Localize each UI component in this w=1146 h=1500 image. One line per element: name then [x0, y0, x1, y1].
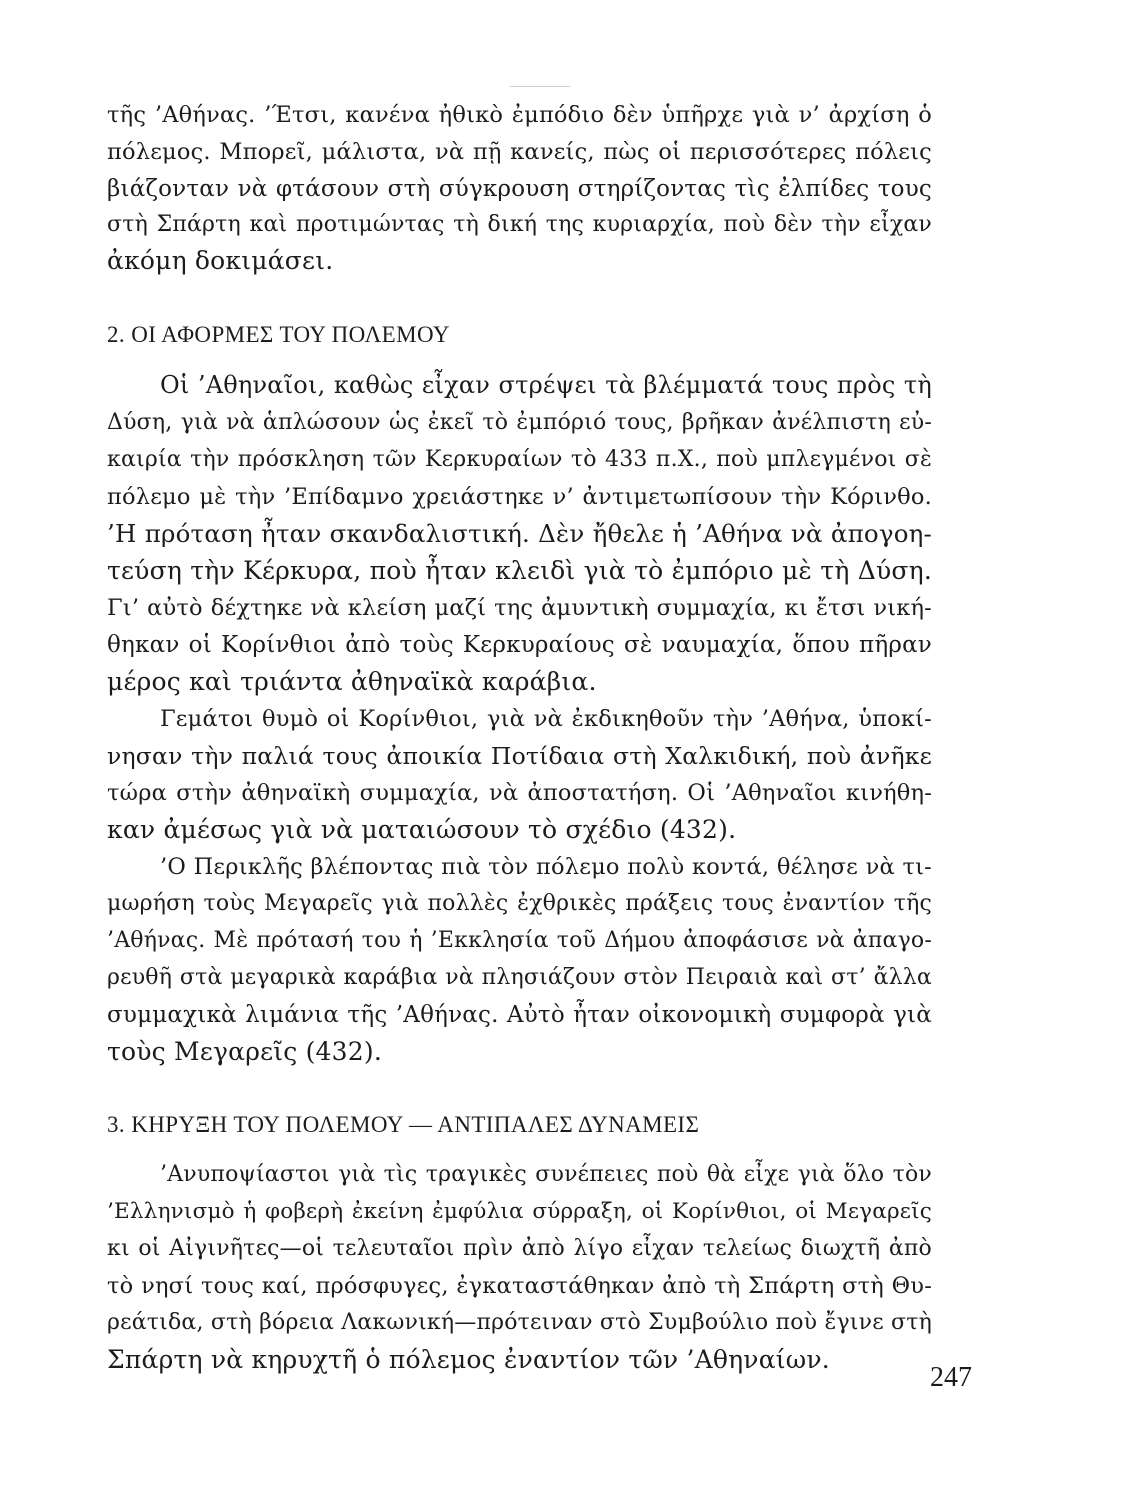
- text-line: ’Η πρόταση ἦταν σκανδαλιστική. Δὲν ἤθελε ἡ ’Αθήνα νὰ ἀπογοη-: [107, 519, 932, 548]
- text-line: μωρήση τοὺς Μεγαρεῖς γιὰ πολλὲς ἐχθρικὲς πράξεις τους ἐναντίον τῆς: [107, 891, 932, 916]
- text-line: Δύση, γιὰ νὰ ἁπλώσουν ὡς ἐκεῖ τὸ ἐμπόριό τους, βρῆκαν ἀνέλπιστη εὐ-: [107, 410, 932, 435]
- text-line: νησαν τὴν παλιά τους ἀποικία Ποτίδαια στὴ Χαλκιδική, ποὺ ἀνῆκε: [107, 742, 932, 770]
- text-line: τὸ νησί τους καί, πρόσφυγες, ἐγκαταστάθηκαν ἀπὸ τὴ Σπάρτη στὴ Θυ-: [107, 1273, 932, 1299]
- text-line: ἀκόμη δοκιμάσει.: [107, 246, 334, 275]
- text-line: μέρος καὶ τριάντα ἀθηναϊκὰ καράβια.: [107, 667, 597, 696]
- text-line: ’Ανυποψίαστοι γιὰ τὶς τραγικὲς συνέπειες ποὺ θὰ εἶχε γιὰ ὅλο τὸν: [160, 1162, 932, 1187]
- text-line: ’Ελληνισμὸ ἡ φοβερὴ ἐκείνη ἐμφύλια σύρραξη, οἱ Κορίνθιοι, οἱ Μεγαρεῖς: [107, 1199, 932, 1224]
- text-line: Οἱ ’Αθηναῖοι, καθὼς εἶχαν στρέψει τὰ βλέμματά τους πρὸς τὴ: [160, 371, 932, 399]
- text-line: κι οἱ Αἰγινῆτες—οἱ τελευταῖοι πρὶν ἀπὸ λίγο εἶχαν τελείως διωχτῆ ἀπὸ: [107, 1236, 932, 1261]
- text-line: τῆς ’Αθήνας. ’Έτσι, κανένα ἠθικὸ ἐμπόδιο δὲν ὑπῆρχε γιὰ ν’ ἀρχίση ὁ: [107, 102, 932, 128]
- text-line: Γεμάτοι θυμὸ οἱ Κορίνθιοι, γιὰ νὰ ἐκδικηθοῦν τὴν ’Αθήνα, ὑποκί-: [160, 706, 932, 732]
- section-heading: 3. ΚΗΡΥΞΗ ΤΟΥ ΠΟΛΕΜΟΥ — ΑΝΤΙΠΑΛΕΣ ΔΥΝΑΜΕΙΣ: [107, 1112, 700, 1137]
- text-line: βιάζονταν νὰ φτάσουν στὴ σύγκρουση στηρίζοντας τὶς ἐλπίδες τους: [107, 176, 932, 202]
- text-line: ’Ο Περικλῆς βλέποντας πιὰ τὸν πόλεμο πολὺ κοντά, θέλησε νὰ τι-: [160, 854, 932, 880]
- text-line: ρεάτιδα, στὴ βόρεια Λακωνική—πρότειναν στὸ Συμβούλιο ποὺ ἔγινε στὴ: [107, 1310, 932, 1335]
- text-line: καιρία τὴν πρόσκληση τῶν Κερκυραίων τὸ 433 π.Χ., ποὺ μπλεγμένοι σὲ: [107, 447, 932, 472]
- text-line: καν ἀμέσως γιὰ νὰ ματαιώσουν τὸ σχέδιο (432).: [107, 815, 737, 844]
- text-line: τεύση τὴν Κέρκυρα, ποὺ ἦταν κλειδὶ γιὰ τὸ ἐμπόριο μὲ τὴ Δύση.: [107, 556, 932, 585]
- text-line: τοὺς Μεγαρεῖς (432).: [107, 1037, 382, 1066]
- text-line: στὴ Σπάρτη καὶ προτιμώντας τὴ δική της κυριαρχία, ποὺ δὲν τὴν εἶχαν: [107, 212, 932, 237]
- text-line: Γι’ αὐτὸ δέχτηκε νὰ κλείση μαζί της ἀμυντικὴ συμμαχία, κι ἔτσι νική-: [107, 595, 932, 621]
- page-number: 247: [930, 1362, 972, 1393]
- text-line: συμμαχικὰ λιμάνια τῆς ’Αθήνας. Αὐτὸ ἦταν οἰκονομικὴ συμφορὰ γιὰ: [107, 1002, 932, 1028]
- text-line: θηκαν οἱ Κορίνθιοι ἀπὸ τοὺς Κερκυραίους σὲ ναυμαχία, ὅπου πῆραν: [107, 632, 932, 658]
- text-line: Σπάρτη νὰ κηρυχτῆ ὁ πόλεμος ἐναντίον τῶν ’Αθηναίων.: [107, 1345, 830, 1374]
- text-line: ’Αθήνας. Μὲ πρότασή του ἡ ’Εκκλησία τοῦ Δήμου ἀποφάσισε νὰ ἀπαγο-: [107, 928, 932, 953]
- text-line: πόλεμο μὲ τὴν ’Επίδαμνο χρειάστηκε ν’ ἀντιμετωπίσουν τὴν Κόρινθο.: [107, 484, 932, 510]
- text-line: ρευθῆ στὰ μεγαρικὰ καράβια νὰ πλησιάζουν στὸν Πειραιὰ καὶ στ’ ἄλλα: [107, 965, 932, 990]
- text-line: τώρα στὴν ἀθηναϊκὴ συμμαχία, νὰ ἀποστατήση. Οἱ ’Αθηναῖοι κινήθη-: [107, 780, 932, 806]
- text-line: πόλεμος. Μπορεῖ, μάλιστα, νὰ πῇ κανείς, πὼς οἱ περισσότερες πόλεις: [107, 139, 932, 165]
- section-heading: 2. ΟΙ ΑΦΟΡΜΕΣ ΤΟΥ ΠΟΛΕΜΟΥ: [107, 322, 450, 347]
- scan-mark: [510, 86, 570, 87]
